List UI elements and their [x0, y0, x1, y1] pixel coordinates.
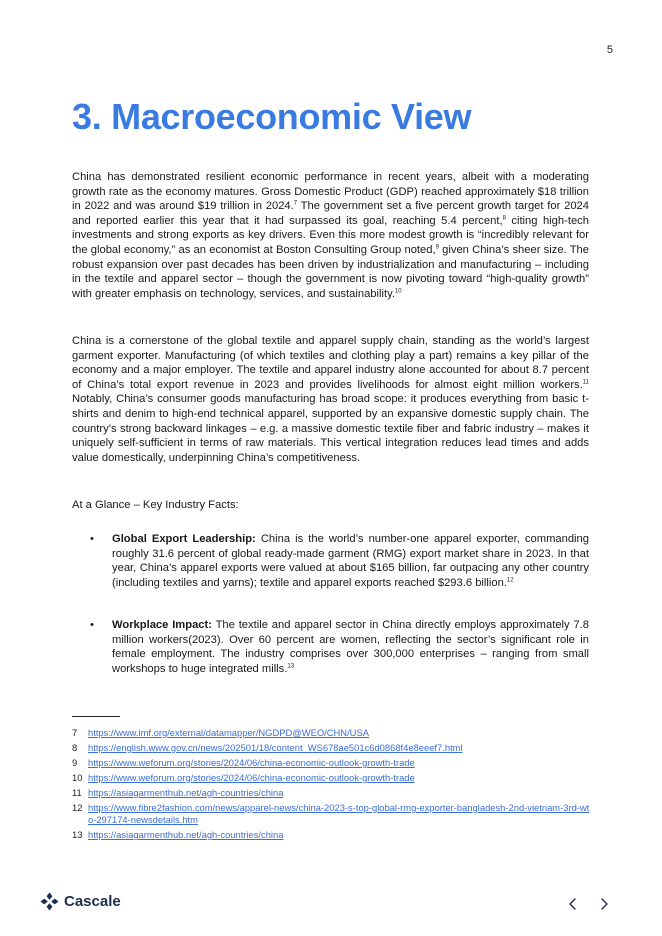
footnote-item — [72, 757, 592, 769]
bullet-marker: • — [90, 533, 94, 545]
footnote-number: 7 — [72, 727, 78, 738]
footnote-item — [72, 829, 592, 841]
chevron-left-icon — [566, 895, 580, 913]
bullet-label: Global Export Leadership: — [112, 533, 256, 545]
chevron-right-icon — [597, 895, 611, 913]
cascale-logo[interactable] — [40, 892, 121, 911]
bullet-marker: • — [90, 619, 94, 631]
footnote-ref[interactable]: 10 — [394, 288, 402, 295]
next-page-button[interactable] — [597, 895, 611, 913]
footnote-link[interactable]: https://english.www.gov.cn/news/202501/18/content_WS678ae501c6d0868f4e8eeef7.html — [88, 742, 463, 753]
brand-name: Cascale — [64, 893, 121, 910]
footnote-link[interactable]: https://www.weforum.org/stories/2024/06/china-economic-outlook-growth-trade — [88, 772, 415, 783]
paragraph-supply-chain — [72, 334, 589, 465]
cascale-logo-icon — [40, 892, 59, 911]
footnote-link[interactable]: https://www.weforum.org/stories/2024/06/china-economic-outlook-growth-trade — [88, 757, 415, 768]
paragraph-gdp — [72, 170, 589, 301]
footnote-ref[interactable]: 13 — [287, 663, 295, 670]
footnote-link[interactable]: https://asiagarmenthub.net/agh-countries/china — [88, 787, 284, 798]
footnote-item — [72, 727, 592, 739]
footnote-link[interactable]: https://www.fibre2fashion.com/news/apparel-news/china-2023-s-top-global-rmg-exporter-bangladesh-2nd-vietnam-3rd-wto-297174-newsdetails.htm — [88, 802, 590, 826]
bullet-workplace-impact — [90, 618, 589, 676]
footnote-item — [72, 772, 592, 784]
footnotes — [72, 727, 592, 844]
paragraph-text: citing high-tech investments and strong exports as key drivers. Even this more modest growth is “incredibly relevant for the global economy,” as an economist at Boston Consulting Group noted, — [72, 214, 589, 256]
footnote-divider — [72, 716, 120, 717]
paragraph-text: Notably, China’s consumer goods manufacturing has broad scope: it produces everything from basic t-shirts and denim to high-end technical apparel, supported by an expansive domestic supply chain. The country’s strong backward linkages – e.g. a massive domestic textile fiber and fabric industry – makes it uniquely self-sufficient in terms of raw materials. This vertical integration reduces lead times and adds value domestically, underpinning China’s competitiveness. — [72, 393, 589, 464]
paragraph-text: China is a cornerstone of the global textile and apparel supply chain, standing as the world’s largest garment exporter. Manufacturing (of which textiles and clothing play a part) remains a key pillar of the economy and a major employer. The textile and apparel industry alone accounted for about 8.7 percent of China’s total export revenue in 2023 and provides livelihoods for almost eight million workers. — [72, 335, 589, 391]
footnote-ref[interactable]: 11 — [582, 379, 589, 386]
paragraph-text: given China’s sheer size. The robust expansion over past decades has been driven by industrialization and manufacturing – including in the textile and apparel sector – though the government is now pivoting toward “high-quality growth” with greater emphasis on technology, services, and sustainability. — [72, 243, 589, 300]
page-number: 5 — [606, 44, 613, 56]
previous-page-button[interactable] — [566, 895, 580, 913]
footnote-number: 9 — [72, 757, 78, 768]
footnote-ref[interactable]: 7 — [293, 200, 298, 207]
page-title: 3. Macroeconomic View — [72, 96, 472, 137]
footnote-item — [72, 787, 592, 799]
glance-heading: At a Glance – Key Industry Facts: — [72, 499, 239, 511]
bullet-text: The textile and apparel sector in China directly employs approximately 7.8 million workers(2023). Over 60 percent are women, reflecting the sector’s significant role in female employment. The industry comprises over 300,000 enterprises – ranging from small workshops to huge integrated mills. — [112, 619, 589, 675]
footnote-ref[interactable]: 9 — [435, 244, 439, 251]
footnote-number: 8 — [72, 742, 78, 753]
footnote-ref[interactable]: 8 — [502, 215, 506, 222]
paragraph-text: China has demonstrated resilient economic performance in recent years, albeit with a moderating growth rate as the economy matures. Gross Domestic Product (GDP) reached approximately $18 trillion in 2022 and was around $19 trillion in 2024. — [72, 171, 589, 213]
paragraph-text: The government set a five percent growth target for 2024 and reported earlier this year that it had surpassed its goal, reaching 5.4 percent, — [72, 200, 589, 227]
bullet-text: China is the world’s number-one apparel exporter, commanding roughly 31.6 percent of global ready-made garment (RMG) export market share in 2023. In that year, China’s apparel exports were valued at about $165 billion, far outpacing any other country (including textiles and yarns); textile and apparel exports reached $293.6 billion. — [112, 533, 589, 589]
footnote-number: 11 — [72, 787, 82, 798]
footnote-link[interactable]: https://www.imf.org/external/datamapper/NGDPD@WEO/CHN/USA — [88, 727, 369, 738]
footnote-link[interactable]: https://asiagarmenthub.net/agh-countries/china — [88, 829, 284, 841]
footnote-item — [72, 802, 592, 826]
footnote-item — [72, 742, 592, 754]
bullet-label: Workplace Impact: — [112, 619, 212, 631]
footnote-number: 13 — [72, 829, 83, 841]
footnote-number: 12 — [72, 802, 83, 813]
footnote-ref[interactable]: 12 — [506, 577, 514, 584]
footnote-number: 10 — [72, 772, 83, 783]
bullet-export-leadership — [90, 532, 589, 590]
